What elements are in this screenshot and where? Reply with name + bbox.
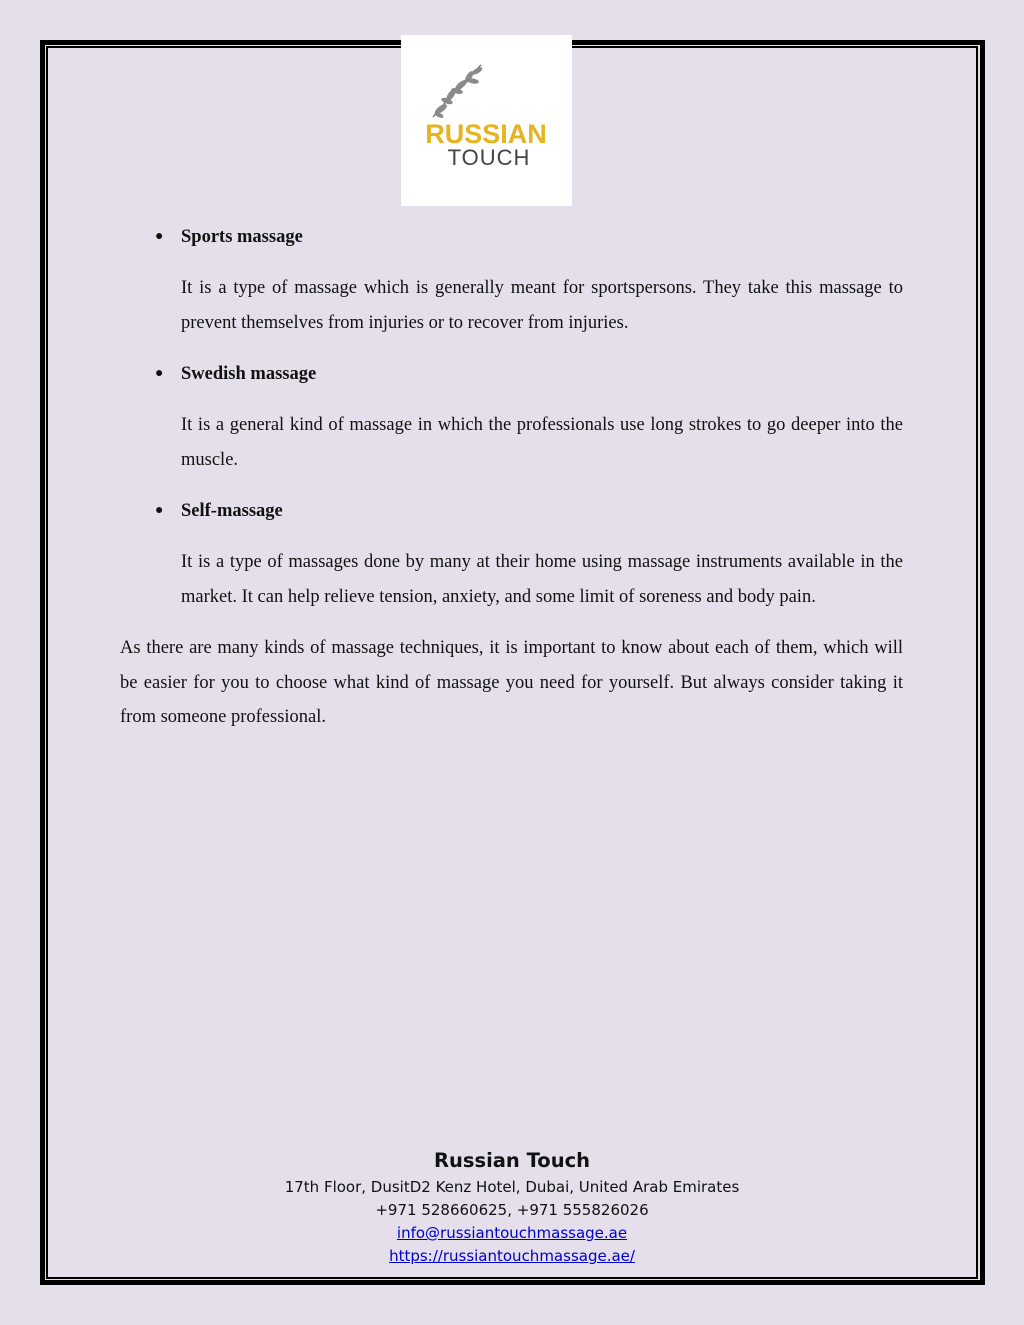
- list-item-body: It is a type of massage which is generally meant for sportspersons. They take this massage to prevent themselves from injuries or to recover from injuries.: [181, 278, 903, 333]
- bullet-icon: ●: [155, 229, 164, 244]
- footer-phones: +971 528660625, +971 555826026: [375, 1201, 649, 1219]
- list-item-title: Self-massage: [181, 501, 283, 521]
- list-item-heading: [120, 357, 903, 391]
- list-item-body: It is a type of massages done by many at their home using massage instruments available in the market. It can help relieve tension, anxiety, and some limit of soreness and body pain.: [181, 552, 903, 607]
- list-item-title: Sports massage: [181, 227, 303, 247]
- logo-graphic: [401, 35, 572, 206]
- article-content: [120, 220, 903, 735]
- logo-word-russian: RUSSIAN: [425, 119, 547, 149]
- list-item-body: It is a general kind of massage in which the professionals use long strokes to go deeper into the muscle.: [181, 415, 903, 470]
- footer: [46, 1146, 978, 1268]
- footer-company-name: Russian Touch: [433, 1149, 591, 1172]
- list-item: [120, 357, 903, 477]
- list-item-title: Swedish massage: [181, 364, 317, 384]
- footer-address: 17th Floor, DusitD2 Kenz Hotel, Dubai, United Arab Emirates: [284, 1178, 740, 1196]
- list-item: [120, 494, 903, 614]
- bullet-icon: ●: [155, 366, 164, 381]
- footer-email-link[interactable]: info@russiantouchmassage.ae: [396, 1224, 628, 1242]
- footer-website-link[interactable]: https://russiantouchmassage.ae/: [389, 1247, 635, 1265]
- logo-word-touch: TOUCH: [447, 145, 531, 170]
- list-item: [120, 220, 903, 340]
- bullet-icon: ●: [155, 503, 164, 518]
- closing-paragraph: As there are many kinds of massage techniques, it is important to know about each of them, which will be easier for you to choose what kind of massage you need for yourself. But always consider taking it from someone professional.: [120, 638, 903, 727]
- list-item-heading: [120, 494, 903, 528]
- russian-touch-logo: [401, 35, 572, 206]
- list-item-heading: [120, 220, 903, 254]
